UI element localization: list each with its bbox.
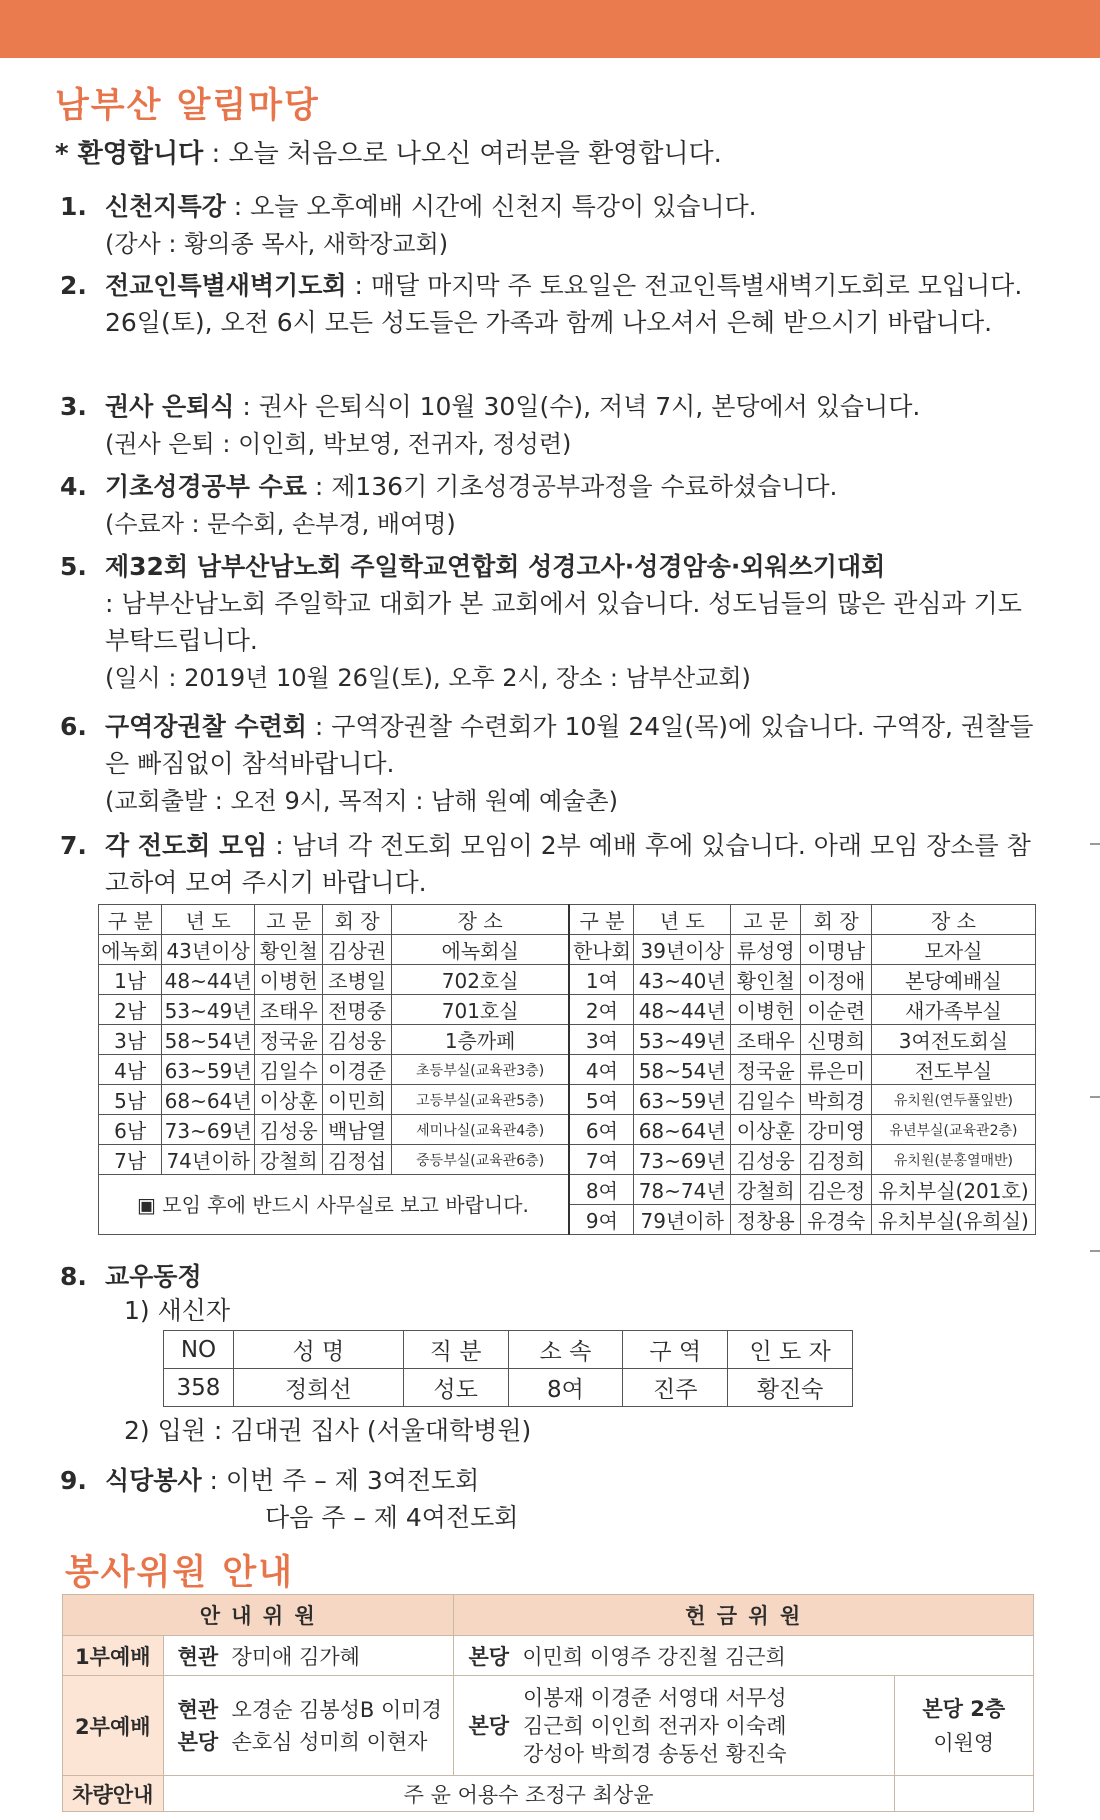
meeting-note: ▣ 모임 후에 반드시 사무실로 보고 바랍니다. bbox=[99, 1175, 570, 1235]
cell: 김일수 bbox=[254, 1055, 322, 1085]
cell: 73~69년 bbox=[634, 1145, 731, 1175]
cell: 김성웅 bbox=[731, 1145, 801, 1175]
cell: 48~44년 bbox=[634, 995, 731, 1025]
item-number: 9. bbox=[60, 1466, 87, 1495]
location: 본당 2층 bbox=[922, 1696, 1006, 1721]
header-cell: 구 분 bbox=[99, 905, 162, 935]
cell: 58~54년 bbox=[162, 1025, 255, 1055]
top-banner bbox=[0, 0, 1100, 58]
header-offering: 헌 금 위 원 bbox=[454, 1595, 1034, 1636]
cell: 초등부실(교육관3층) bbox=[391, 1055, 569, 1085]
item-text: : 남녀 각 전도회 모임이 2부 예배 후에 있습니다. 아래 모임 장소를 참고하여 모여 주시기 바랍니다. bbox=[105, 831, 1031, 897]
cell: 박희경 bbox=[801, 1085, 871, 1115]
cell: 1남 bbox=[99, 965, 162, 995]
item-text: : 권사 은퇴식이 10월 30일(수), 저녁 7시, 본당에서 있습니다. bbox=[234, 392, 921, 421]
cell: 이병헌 bbox=[254, 965, 322, 995]
item-sub: (교회출발 : 오전 9시, 목적지 : 남해 원예 예술촌) bbox=[105, 787, 618, 815]
empty-cell bbox=[894, 1776, 1033, 1812]
cell: 김성웅 bbox=[254, 1115, 322, 1145]
table-row bbox=[63, 1676, 1034, 1776]
header-cell: 장 소 bbox=[871, 905, 1035, 935]
cell: 강철희 bbox=[254, 1145, 322, 1175]
cell: 7남 bbox=[99, 1145, 162, 1175]
table-row bbox=[99, 1055, 1036, 1085]
cell: 4남 bbox=[99, 1055, 162, 1085]
table-row bbox=[99, 935, 1036, 965]
cell: 류성영 bbox=[731, 935, 801, 965]
location: 현관 bbox=[177, 1644, 219, 1669]
cell: 48~44년 bbox=[162, 965, 255, 995]
header-cell: 고 문 bbox=[731, 905, 801, 935]
cell: 강미영 bbox=[801, 1115, 871, 1145]
cell: 진주 bbox=[623, 1369, 728, 1407]
cell: 58~54년 bbox=[634, 1055, 731, 1085]
item-title: 구역장권찰 수련회 bbox=[105, 712, 307, 741]
header-cell: 장 소 bbox=[391, 905, 569, 935]
cell: 8여 bbox=[569, 1175, 633, 1205]
cell: 이정애 bbox=[801, 965, 871, 995]
cell: 전도부실 bbox=[871, 1055, 1035, 1085]
item-title: 신천지특강 bbox=[105, 192, 226, 221]
table-row bbox=[99, 1175, 1036, 1205]
notice-item-1 bbox=[60, 188, 1035, 263]
cell: 3남 bbox=[99, 1025, 162, 1055]
cell: 조태우 bbox=[254, 995, 322, 1025]
cell: 이명남 bbox=[801, 935, 871, 965]
cell: 정국윤 bbox=[731, 1055, 801, 1085]
item-text: : 구역장권찰 수련회가 10월 24일(목)에 있습니다. 구역장, 권찰들은 빠짐없이 참석바랍니다. bbox=[105, 712, 1034, 778]
section-title-servants: 봉사위원 안내 bbox=[65, 1553, 295, 1593]
margin-mark bbox=[1090, 1250, 1100, 1252]
cell: 정희선 bbox=[233, 1369, 403, 1407]
notice-item-7 bbox=[60, 827, 1035, 901]
item-text: : 매달 마지막 주 토요일은 전교인특별새벽기도회로 모입니다. 26일(토), 오전 6시 모든 성도들은 가족과 함께 나오셔서 은혜 받으시기 바랍니다. bbox=[105, 271, 1023, 337]
cell: 정창용 bbox=[731, 1205, 801, 1235]
notice-item-5 bbox=[60, 548, 1035, 697]
row-label: 차량안내 bbox=[63, 1776, 164, 1812]
cell: 6남 bbox=[99, 1115, 162, 1145]
cell: 79년이하 bbox=[634, 1205, 731, 1235]
cell bbox=[163, 1636, 454, 1676]
cell: 63~59년 bbox=[634, 1085, 731, 1115]
names: 이원영 bbox=[933, 1730, 995, 1755]
header-cell: 년 도 bbox=[162, 905, 255, 935]
table-row bbox=[99, 995, 1036, 1025]
header-cell: 직 분 bbox=[403, 1331, 508, 1369]
table-header-row bbox=[63, 1595, 1034, 1636]
cell: 702호실 bbox=[391, 965, 569, 995]
item-text-2: 다음 주 – 제 4여전도회 bbox=[265, 1503, 519, 1532]
cell: 8여 bbox=[508, 1369, 623, 1407]
item-title: 기초성경공부 수료 bbox=[105, 472, 307, 501]
item-title: 전교인특별새벽기도회 bbox=[105, 271, 347, 300]
item-text: : 오늘 오후예배 시간에 신천지 특강이 있습니다. bbox=[225, 192, 757, 221]
cell: 43년이상 bbox=[162, 935, 255, 965]
cell: 39년이상 bbox=[634, 935, 731, 965]
location: 현관 bbox=[177, 1697, 219, 1722]
cell bbox=[454, 1636, 1034, 1676]
table-row bbox=[99, 965, 1036, 995]
item-sub: (일시 : 2019년 10월 26일(토), 오후 2시, 장소 : 남부산교회) bbox=[105, 664, 751, 692]
cell bbox=[894, 1676, 1033, 1776]
cell: 유치원(연두풀잎반) bbox=[871, 1085, 1035, 1115]
item-number: 4. bbox=[60, 472, 87, 501]
cell: 김상권 bbox=[323, 935, 391, 965]
cell: 73~69년 bbox=[162, 1115, 255, 1145]
cell: 9여 bbox=[569, 1205, 633, 1235]
item-sub: (권사 은퇴 : 이인희, 박보영, 전귀자, 정성련) bbox=[105, 430, 572, 458]
item-title: 식당봉사 bbox=[105, 1466, 202, 1495]
cell: 4여 bbox=[569, 1055, 633, 1085]
cell: 황진숙 bbox=[728, 1369, 853, 1407]
names: 김근희 이인희 전귀자 이숙례 bbox=[523, 1713, 787, 1738]
location: 본당 bbox=[177, 1729, 219, 1754]
table-row bbox=[99, 1115, 1036, 1145]
header-cell: 년 도 bbox=[634, 905, 731, 935]
cell: 에녹회실 bbox=[391, 935, 569, 965]
cell: 68~64년 bbox=[162, 1085, 255, 1115]
cell: 유경숙 bbox=[801, 1205, 871, 1235]
table-row bbox=[63, 1636, 1034, 1676]
item-title: 제32회 남부산남노회 주일학교연합회 성경고사·성경암송·외워쓰기대회 bbox=[105, 552, 886, 581]
cell bbox=[454, 1676, 894, 1776]
location: 본당 bbox=[468, 1713, 510, 1738]
margin-mark bbox=[1090, 843, 1100, 845]
names: 장미애 김가혜 bbox=[231, 1644, 360, 1669]
cell: 78~74년 bbox=[634, 1175, 731, 1205]
meeting-table bbox=[98, 904, 1036, 1235]
cell: 전명중 bbox=[323, 995, 391, 1025]
cell: 유년부실(교육관2층) bbox=[871, 1115, 1035, 1145]
notice-item-4 bbox=[60, 468, 1035, 543]
cell: 성도 bbox=[403, 1369, 508, 1407]
welcome-text: : 오늘 처음으로 나오신 여러분을 환영합니다. bbox=[203, 139, 722, 169]
cell: 이순련 bbox=[801, 995, 871, 1025]
header-cell: 인 도 자 bbox=[728, 1331, 853, 1369]
cell: 유치부실(유희실) bbox=[871, 1205, 1035, 1235]
item-text: : 제136기 기초성경공부과정을 수료하셨습니다. bbox=[306, 472, 838, 501]
cell: 이상훈 bbox=[731, 1115, 801, 1145]
names: 이민희 이영주 강진철 김근희 bbox=[522, 1644, 786, 1669]
welcome-label: * 환영합니다 bbox=[55, 139, 204, 169]
cell: 3여 bbox=[569, 1025, 633, 1055]
cell bbox=[163, 1676, 454, 1776]
cell: 3여전도회실 bbox=[871, 1025, 1035, 1055]
cell: 류은미 bbox=[801, 1055, 871, 1085]
margin-mark bbox=[1090, 1096, 1100, 1098]
cell: 조태우 bbox=[731, 1025, 801, 1055]
item-title: 교우동정 bbox=[105, 1262, 202, 1291]
location: 본당 bbox=[468, 1644, 510, 1669]
cell: 고등부실(교육관5층) bbox=[391, 1085, 569, 1115]
cell: 한나회 bbox=[569, 935, 633, 965]
cell: 모자실 bbox=[871, 935, 1035, 965]
item-number: 6. bbox=[60, 712, 87, 741]
notice-item-2 bbox=[60, 267, 1035, 341]
cell: 조병일 bbox=[323, 965, 391, 995]
names: 손호심 성미희 이현자 bbox=[231, 1729, 428, 1754]
notice-item-9 bbox=[60, 1462, 1035, 1536]
cell: 5여 bbox=[569, 1085, 633, 1115]
cell: 63~59년 bbox=[162, 1055, 255, 1085]
section-title-notices: 남부산 알림마당 bbox=[55, 86, 320, 126]
servant-table bbox=[62, 1594, 1034, 1812]
table-row bbox=[99, 1085, 1036, 1115]
header-cell: 성 명 bbox=[233, 1331, 403, 1369]
cell: 황인철 bbox=[254, 935, 322, 965]
notice-item-6 bbox=[60, 708, 1035, 820]
table-header-row bbox=[99, 905, 1036, 935]
cell: 68~64년 bbox=[634, 1115, 731, 1145]
new-member-table bbox=[163, 1330, 853, 1407]
cell: 701호실 bbox=[391, 995, 569, 1025]
item-number: 8. bbox=[60, 1262, 87, 1291]
item-number: 1. bbox=[60, 192, 87, 221]
cell: 세미나실(교육관4층) bbox=[391, 1115, 569, 1145]
item-number: 5. bbox=[60, 552, 87, 581]
notice-item-3 bbox=[60, 388, 1035, 463]
item-number: 2. bbox=[60, 271, 87, 300]
header-cell: 고 문 bbox=[254, 905, 322, 935]
item-text: : 남부산남노회 주일학교 대회가 본 교회에서 있습니다. 성도님들의 많은 관심과 기도 부탁드립니다. bbox=[105, 589, 1022, 655]
table-row bbox=[99, 1025, 1036, 1055]
table-row bbox=[63, 1776, 1034, 1812]
cell: 정국윤 bbox=[254, 1025, 322, 1055]
row-label: 2부예배 bbox=[63, 1676, 164, 1776]
item-number: 3. bbox=[60, 392, 87, 421]
cell: 백남열 bbox=[323, 1115, 391, 1145]
cell: 신명희 bbox=[801, 1025, 871, 1055]
cell: 이상훈 bbox=[254, 1085, 322, 1115]
cell: 이병헌 bbox=[731, 995, 801, 1025]
cell: 황인철 bbox=[731, 965, 801, 995]
cell: 본당예배실 bbox=[871, 965, 1035, 995]
names: 오경순 김봉성B 이미경 bbox=[231, 1697, 442, 1722]
cell: 유치원(분홍열매반) bbox=[871, 1145, 1035, 1175]
item-title: 각 전도회 모임 bbox=[105, 831, 268, 860]
cell: 강철희 bbox=[731, 1175, 801, 1205]
header-guide: 안 내 위 원 bbox=[63, 1595, 454, 1636]
table-header-row bbox=[164, 1331, 853, 1369]
item-sub: (강사 : 황의종 목사, 새학장교회) bbox=[105, 230, 449, 258]
vehicle-names: 주 윤 어용수 조정구 최상윤 bbox=[163, 1776, 894, 1812]
cell: 에녹회 bbox=[99, 935, 162, 965]
cell: 김성웅 bbox=[323, 1025, 391, 1055]
cell: 이민희 bbox=[323, 1085, 391, 1115]
welcome-line bbox=[55, 133, 722, 170]
header-cell: 소 속 bbox=[508, 1331, 623, 1369]
cell: 7여 bbox=[569, 1145, 633, 1175]
cell: 6여 bbox=[569, 1115, 633, 1145]
item-text: : 이번 주 – 제 3여전도회 bbox=[201, 1466, 480, 1495]
cell: 53~49년 bbox=[162, 995, 255, 1025]
cell: 5남 bbox=[99, 1085, 162, 1115]
header-cell: 구 분 bbox=[569, 905, 633, 935]
cell: 2남 bbox=[99, 995, 162, 1025]
header-cell: 회 장 bbox=[323, 905, 391, 935]
names: 강성아 박희경 송동선 황진숙 bbox=[523, 1741, 787, 1766]
notice-item-8 bbox=[60, 1258, 1035, 1295]
header-cell: 구 역 bbox=[623, 1331, 728, 1369]
cell: 중등부실(교육관6층) bbox=[391, 1145, 569, 1175]
cell: 74년이하 bbox=[162, 1145, 255, 1175]
cell: 1층까페 bbox=[391, 1025, 569, 1055]
cell: 43~40년 bbox=[634, 965, 731, 995]
cell: 새가족부실 bbox=[871, 995, 1035, 1025]
cell: 1여 bbox=[569, 965, 633, 995]
hospitalized-line: 2) 입원 : 김대권 집사 (서울대학병원) bbox=[124, 1416, 532, 1445]
item-sub: (수료자 : 문수회, 손부경, 배여명) bbox=[105, 510, 456, 538]
cell: 김일수 bbox=[731, 1085, 801, 1115]
cell: 이경준 bbox=[323, 1055, 391, 1085]
cell: 53~49년 bbox=[634, 1025, 731, 1055]
row-label: 1부예배 bbox=[63, 1636, 164, 1676]
new-member-label: 1) 새신자 bbox=[124, 1296, 231, 1325]
cell: 김정섭 bbox=[323, 1145, 391, 1175]
table-row bbox=[164, 1369, 853, 1407]
cell: 김정희 bbox=[801, 1145, 871, 1175]
item-number: 7. bbox=[60, 831, 87, 860]
cell: 2여 bbox=[569, 995, 633, 1025]
cell: 김은정 bbox=[801, 1175, 871, 1205]
table-row bbox=[99, 1145, 1036, 1175]
header-cell: NO bbox=[164, 1331, 234, 1369]
cell: 유치부실(201호) bbox=[871, 1175, 1035, 1205]
header-cell: 회 장 bbox=[801, 905, 871, 935]
item-title: 권사 은퇴식 bbox=[105, 392, 235, 421]
names: 이봉재 이경준 서영대 서무성 bbox=[523, 1685, 787, 1710]
cell: 358 bbox=[164, 1369, 234, 1407]
